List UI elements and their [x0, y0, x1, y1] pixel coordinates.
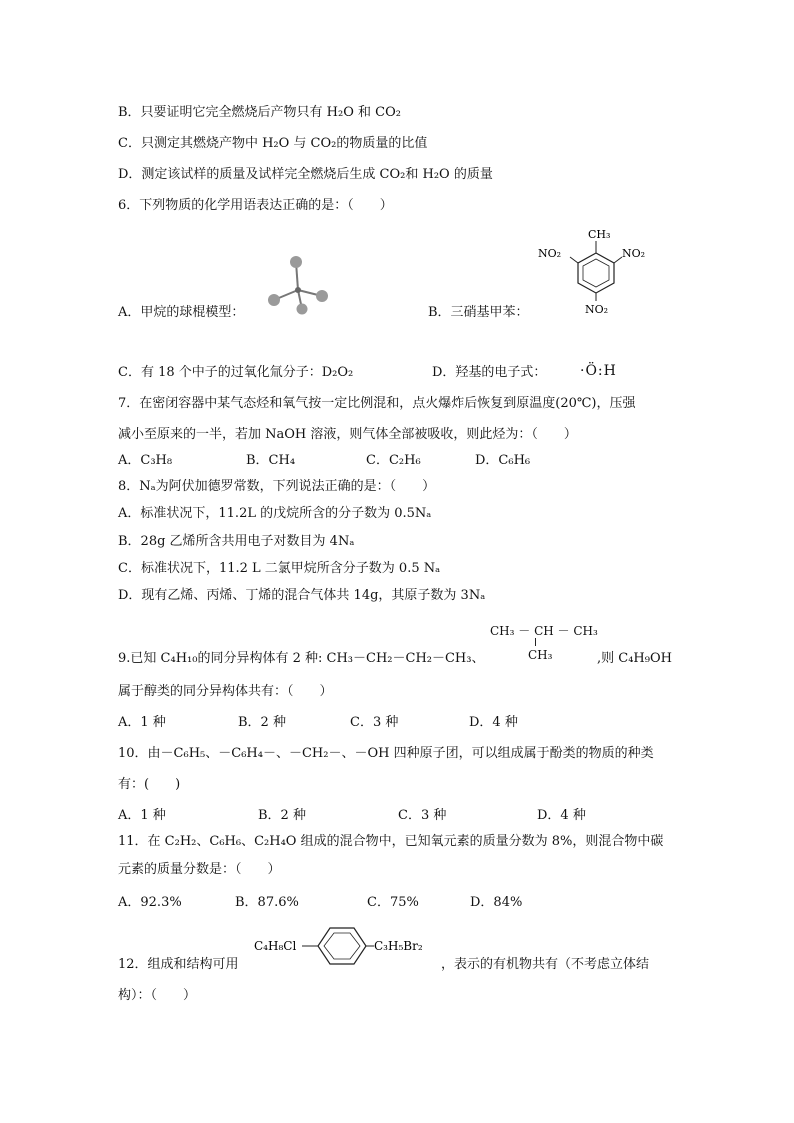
tnt-no2-left-label: NO₂ [538, 247, 562, 260]
isobutane-main-chain: CH₃ － CH － CH₃ [490, 624, 598, 638]
question-10-option-a: A．1 种 [118, 808, 166, 823]
question-8-option-d: D．现有乙烯、丙烯、丁烯的混合气体共 14g，其原子数为 3Nₐ [118, 588, 486, 603]
question-11-line-1: 11．在 C₂H₂、C₆H₆、C₂H₄O 组成的混合物中，已知氧元素的质量分数为 8%，则混合物中碳 [118, 834, 664, 849]
question-6-option-c: C．有 18 个中子的过氧化氚分子：D₂O₂ [118, 365, 354, 380]
question-9-line-2: 属于醇类的同分异构体共有：（ ） [118, 684, 333, 699]
tnt-no2-bottom-label: NO₂ [585, 303, 609, 316]
question-7-option-b: B．CH₄ [246, 453, 296, 468]
tnt-ch3-label: CH₃ [588, 228, 611, 241]
question-8: 8．Nₐ为阿伏加德罗常数，下列说法正确的是：（ ） [118, 479, 436, 494]
question-9-option-d: D．4 种 [469, 715, 518, 730]
option-d-line: D．测定该试样的质量及试样完全燃烧后生成 CO₂和 H₂O 的质量 [118, 167, 493, 182]
question-12-line-1: 12．组成和结构可用 [118, 957, 239, 972]
isobutane-branch: CH₃ [528, 648, 553, 662]
question-9-option-a: A．1 种 [118, 715, 166, 730]
tnt-no2-right-label: NO₂ [622, 247, 646, 260]
question-12-line-1-end: ，表示的有机物共有（不考虑立体结 [441, 957, 650, 972]
hydroxyl-electron-formula: ·Ö:H [580, 363, 617, 379]
question-7-option-c: C．C₂H₆ [366, 453, 421, 468]
question-12-line-2: 构）：（ ） [118, 988, 197, 1003]
option-b-line: B．只要证明它完全燃烧后产物只有 H₂O 和 CO₂ [118, 105, 401, 120]
question-8-option-a: A．标准状况下，11.2L 的戊烷所含的分子数为 0.5Nₐ [118, 506, 432, 521]
question-8-option-c: C．标准状况下，11.2 L 二氯甲烷所含分子数为 0.5 Nₐ [118, 561, 441, 576]
question-11-option-b: B．87.6% [235, 895, 299, 910]
isobutane-branch-bond [535, 638, 536, 646]
question-9-option-c: C．3 种 [350, 715, 399, 730]
question-10-line-1: 10．由－C₆H₅、－C₆H₄－、－CH₂－、－OH 四种原子团，可以组成属于酚类的物质的种类 [118, 746, 654, 761]
q12-right-group: C₃H₅Br₂ [374, 939, 423, 953]
question-11-option-c: C．75% [367, 895, 419, 910]
question-11-line-2: 元素的质量分数是：（ ） [118, 862, 281, 877]
question-10-option-d: D．4 种 [537, 808, 586, 823]
question-9-line-1-end: ,则 C₄H₉OH [597, 651, 672, 666]
question-6-option-a: A．甲烷的球棍模型： [118, 305, 245, 320]
question-7-line-2: 减小至原来的一半，若加 NaOH 溶液，则气体全部被吸收，则此烃为：（ ） [118, 427, 577, 442]
question-9-line-1: 9.已知 C₄H₁₀的同分异构体有 2 种: CH₃－CH₂－CH₂－CH₃、 [118, 651, 485, 666]
question-8-option-b: B．28g 乙烯所含共用电子对数目为 4Nₐ [118, 534, 355, 549]
question-6: 6．下列物质的化学用语表达正确的是：（ ） [118, 198, 393, 213]
question-11-option-d: D．84% [470, 895, 523, 910]
question-7-option-a: A．C₃H₈ [118, 453, 173, 468]
option-c-line: C．只测定其燃烧产物中 H₂O 与 CO₂的物质量的比值 [118, 136, 428, 151]
methane-ball-stick-figure [262, 250, 337, 320]
question-10-option-b: B．2 种 [258, 808, 306, 823]
question-11-option-a: A．92.3% [118, 895, 182, 910]
question-7-option-d: D．C₆H₆ [475, 453, 531, 468]
question-6-option-d: D．羟基的电子式： [432, 365, 547, 380]
q12-left-group: C₄H₈Cl [254, 939, 297, 953]
question-9-option-b: B．2 种 [238, 715, 286, 730]
question-6-option-b: B．三硝基甲苯： [428, 305, 529, 320]
question-7-line-1: 7．在密闭容器中某气态烃和氧气按一定比例混和，点火爆炸后恢复到原温度(20℃)，压强 [118, 396, 636, 411]
question-10-option-c: C．3 种 [398, 808, 447, 823]
trinitrotoluene-structure [536, 225, 656, 320]
q12-structure-figure [252, 922, 437, 970]
question-10-line-2: 有：( ) [118, 777, 181, 792]
